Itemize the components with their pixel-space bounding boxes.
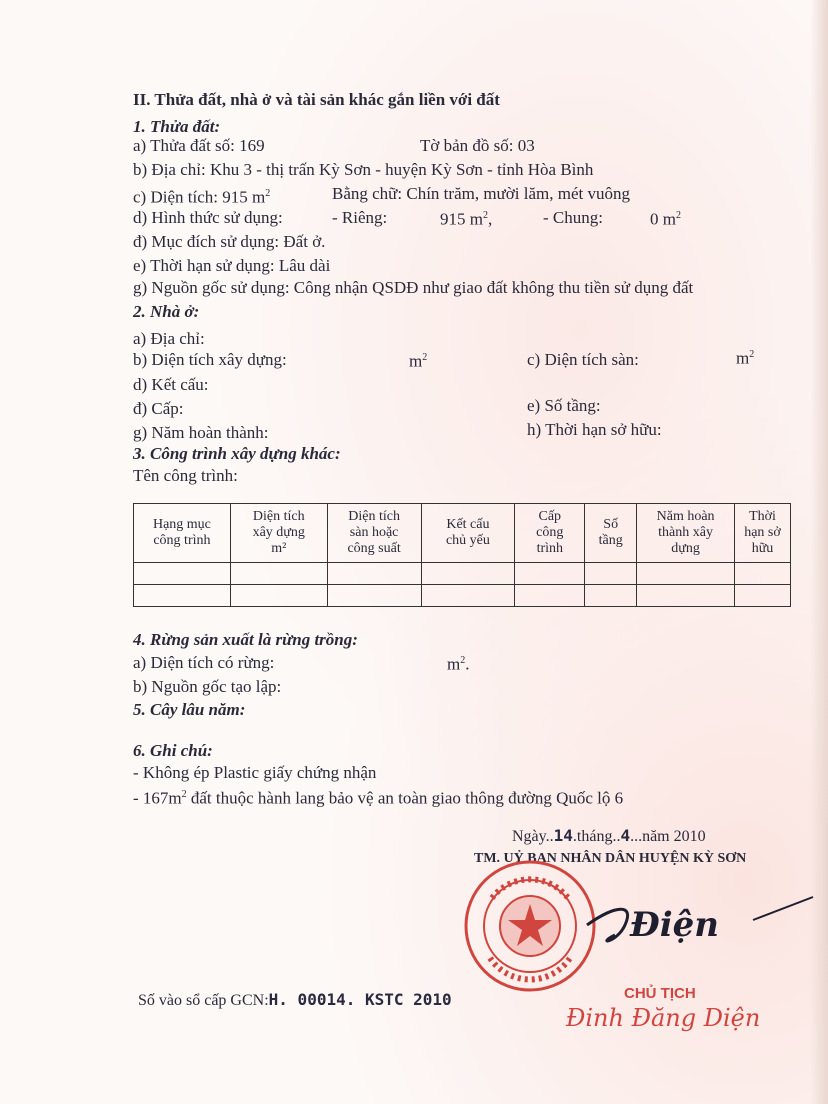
table-row [134, 585, 791, 607]
col-header: Diện tích xây dựng m² [230, 504, 327, 563]
other-works-table [133, 503, 791, 607]
forest-area: a) Diện tích có rừng: [133, 653, 275, 672]
house-floors: e) Số tầng: [527, 396, 601, 415]
table-header-row [134, 504, 791, 563]
land-area-words: Bằng chữ: Chín trăm, mười lăm, mét vuông [332, 184, 630, 203]
house-structure: d) Kết cấu: [133, 375, 209, 394]
land-origin: g) Nguồn gốc sử dụng: Công nhận QSDĐ như giao đất không thu tiền sử dụng đất [133, 278, 694, 297]
signer-name: Đinh Đăng Diện [566, 1004, 761, 1032]
forest-origin: b) Nguồn gốc tạo lập: [133, 677, 282, 696]
signer-position: CHỦ TỊCH [624, 985, 696, 1002]
shared-label: - Chung: [543, 208, 603, 227]
col-header: Năm hoàn thành xây dựng [637, 504, 735, 563]
land-title: 1. Thửa đất: [133, 117, 221, 136]
house-building-area: b) Diện tích xây dựng: [133, 350, 287, 369]
col-header: Thời hạn sở hữu [735, 504, 791, 563]
note-line-1: - Không ép Plastic giấy chứng nhận [133, 763, 377, 782]
house-completed: g) Năm hoàn thành: [133, 423, 269, 442]
table-row [134, 563, 791, 585]
trees-title: 5. Cây lâu năm: [133, 700, 246, 719]
map-sheet: Tờ bản đồ số: 03 [420, 136, 535, 155]
parcel-number: a) Thửa đất số: 169 [133, 136, 265, 155]
land-term: e) Thời hạn sử dụng: Lâu dài [133, 256, 331, 275]
notes-title: 6. Ghi chú: [133, 741, 213, 760]
signature [575, 895, 815, 965]
registry-number: Số vào sổ cấp GCN:H. 00014. KSTC 2010 [138, 990, 452, 1009]
private-value: 915 $m^2$, [440, 209, 493, 229]
issuing-authority: TM. UỶ BAN NHÂN DÂN HUYỆN KỲ SƠN [474, 851, 747, 866]
shared-value: 0 $m^2$ [650, 209, 681, 229]
private-label: - Riêng: [332, 208, 388, 227]
col-header: Diện tích sàn hoặc công suất [327, 504, 421, 563]
forest-title: 4. Rừng sản xuất là rừng trồng: [133, 630, 358, 649]
house-grade: đ) Cấp: [133, 399, 184, 418]
section-heading: II. Thửa đất, nhà ở và tài sản khác gắn liền với đất [133, 90, 500, 109]
land-purpose: đ) Mục đích sử dụng: Đất ở. [133, 232, 326, 251]
house-building-area-unit: $m^2$ [409, 351, 428, 371]
land-address: b) Địa chỉ: Khu 3 - thị trấn Kỳ Sơn - huyện Kỳ Sơn - tỉnh Hòa Bình [133, 160, 594, 179]
col-header: Cấp công trình [515, 504, 585, 563]
house-floor-area: c) Diện tích sàn: [527, 350, 639, 369]
col-header: Hạng mục công trình [134, 504, 231, 563]
house-floor-area-unit: $m^2$ [736, 348, 755, 368]
house-title: 2. Nhà ở: [133, 302, 200, 321]
land-area: c) Diện tích: 915 $m^2$ [133, 187, 271, 207]
other-works-title: 3. Công trình xây dựng khác: [133, 444, 341, 463]
col-header: Số tầng [585, 504, 637, 563]
use-form-label: d) Hình thức sử dụng: [133, 208, 283, 227]
signature-text: Điện [630, 905, 719, 945]
forest-area-unit: $m^2$. [447, 654, 470, 674]
col-header: Kết cấu chủ yếu [421, 504, 515, 563]
other-works-name: Tên công trình: [133, 466, 238, 485]
signing-date: Ngày..14.tháng..4...năm 2010 [512, 826, 706, 845]
house-address: a) Địa chỉ: [133, 329, 205, 348]
note-line-2: - $167m^2$ đất thuộc hành lang bảo vệ an toàn giao thông đường Quốc lộ 6 [133, 788, 624, 808]
house-ownership-term: h) Thời hạn sở hữu: [527, 420, 662, 439]
